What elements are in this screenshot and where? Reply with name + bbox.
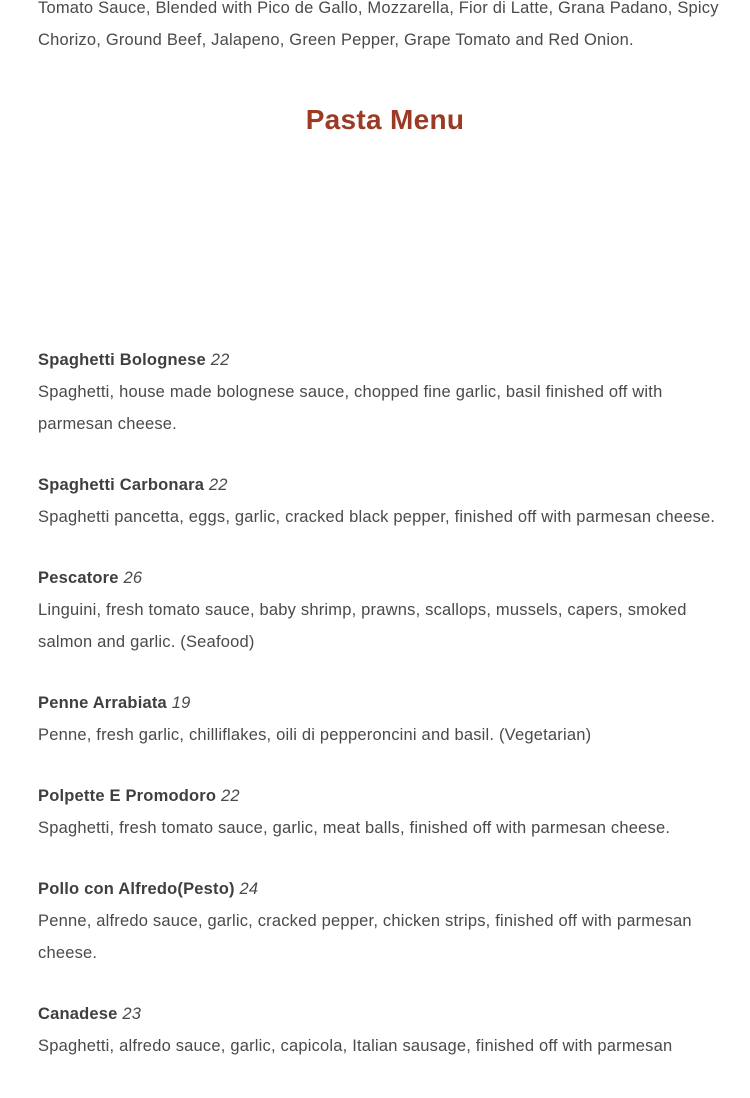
menu-item-description: Spaghetti pancetta, eggs, garlic, cracked black pepper, finished off with parmesan cheese. [38, 508, 716, 526]
menu-item-name: Spaghetti Carbonara [38, 476, 205, 494]
menu-item [38, 873, 728, 969]
menu-item-description: Spaghetti, fresh tomato sauce, garlic, meat balls, finished off with parmesan cheese. [38, 819, 671, 837]
menu-item-header [38, 562, 728, 594]
menu-item-price: 24 [239, 880, 259, 898]
menu-item [38, 469, 728, 533]
menu-item [38, 998, 728, 1062]
pasta-menu-list [38, 344, 728, 1091]
menu-item-header [38, 687, 728, 719]
menu-item-description: Spaghetti, house made bolognese sauce, chopped fine garlic, basil finished off with parmesan cheese. [38, 383, 663, 433]
previous-item-description: Tomato Sauce, Blended with Pico de Gallo, Mozzarella, Fior di Latte, Grana Padano, Spicy Chorizo, Ground Beef, Jalapeno, Green Pepper, Grape Tomato and Red Onion. [38, 0, 719, 49]
menu-item-header [38, 344, 728, 376]
menu-item-description: Penne, alfredo sauce, garlic, cracked pepper, chicken strips, finished off with parmesan cheese. [38, 912, 692, 962]
menu-item-name: Spaghetti Bolognese [38, 351, 206, 369]
menu-item [38, 344, 728, 440]
menu-item-name: Canadese [38, 1005, 118, 1023]
menu-item-header [38, 873, 728, 905]
menu-item-header [38, 780, 728, 812]
section-title: Pasta Menu [305, 104, 465, 135]
menu-item-description: Linguini, fresh tomato sauce, baby shrimp, prawns, scallops, mussels, capers, smoked salmon and garlic. (Seafood) [38, 601, 687, 651]
menu-item-price: 22 [220, 787, 240, 805]
menu-item-header [38, 469, 728, 501]
menu-item-price: 23 [122, 1005, 142, 1023]
menu-item-name: Pescatore [38, 569, 119, 587]
menu-item-header [38, 998, 728, 1030]
menu-item-price: 19 [171, 694, 191, 712]
menu-item [38, 780, 728, 844]
menu-item [38, 562, 728, 658]
menu-item-description: Spaghetti, alfredo sauce, garlic, capicola, Italian sausage, finished off with parmesan [38, 1037, 673, 1055]
menu-item [38, 687, 728, 751]
menu-item-name: Penne Arrabiata [38, 694, 167, 712]
menu-item-price: 22 [208, 476, 228, 494]
menu-item-description: Penne, fresh garlic, chilliflakes, oili di pepperoncini and basil. (Vegetarian) [38, 726, 592, 744]
menu-item-price: 22 [210, 351, 230, 369]
menu-item-name: Polpette E Promodoro [38, 787, 217, 805]
menu-item-name: Pollo con Alfredo(Pesto) [38, 880, 235, 898]
menu-item-price: 26 [123, 569, 143, 587]
